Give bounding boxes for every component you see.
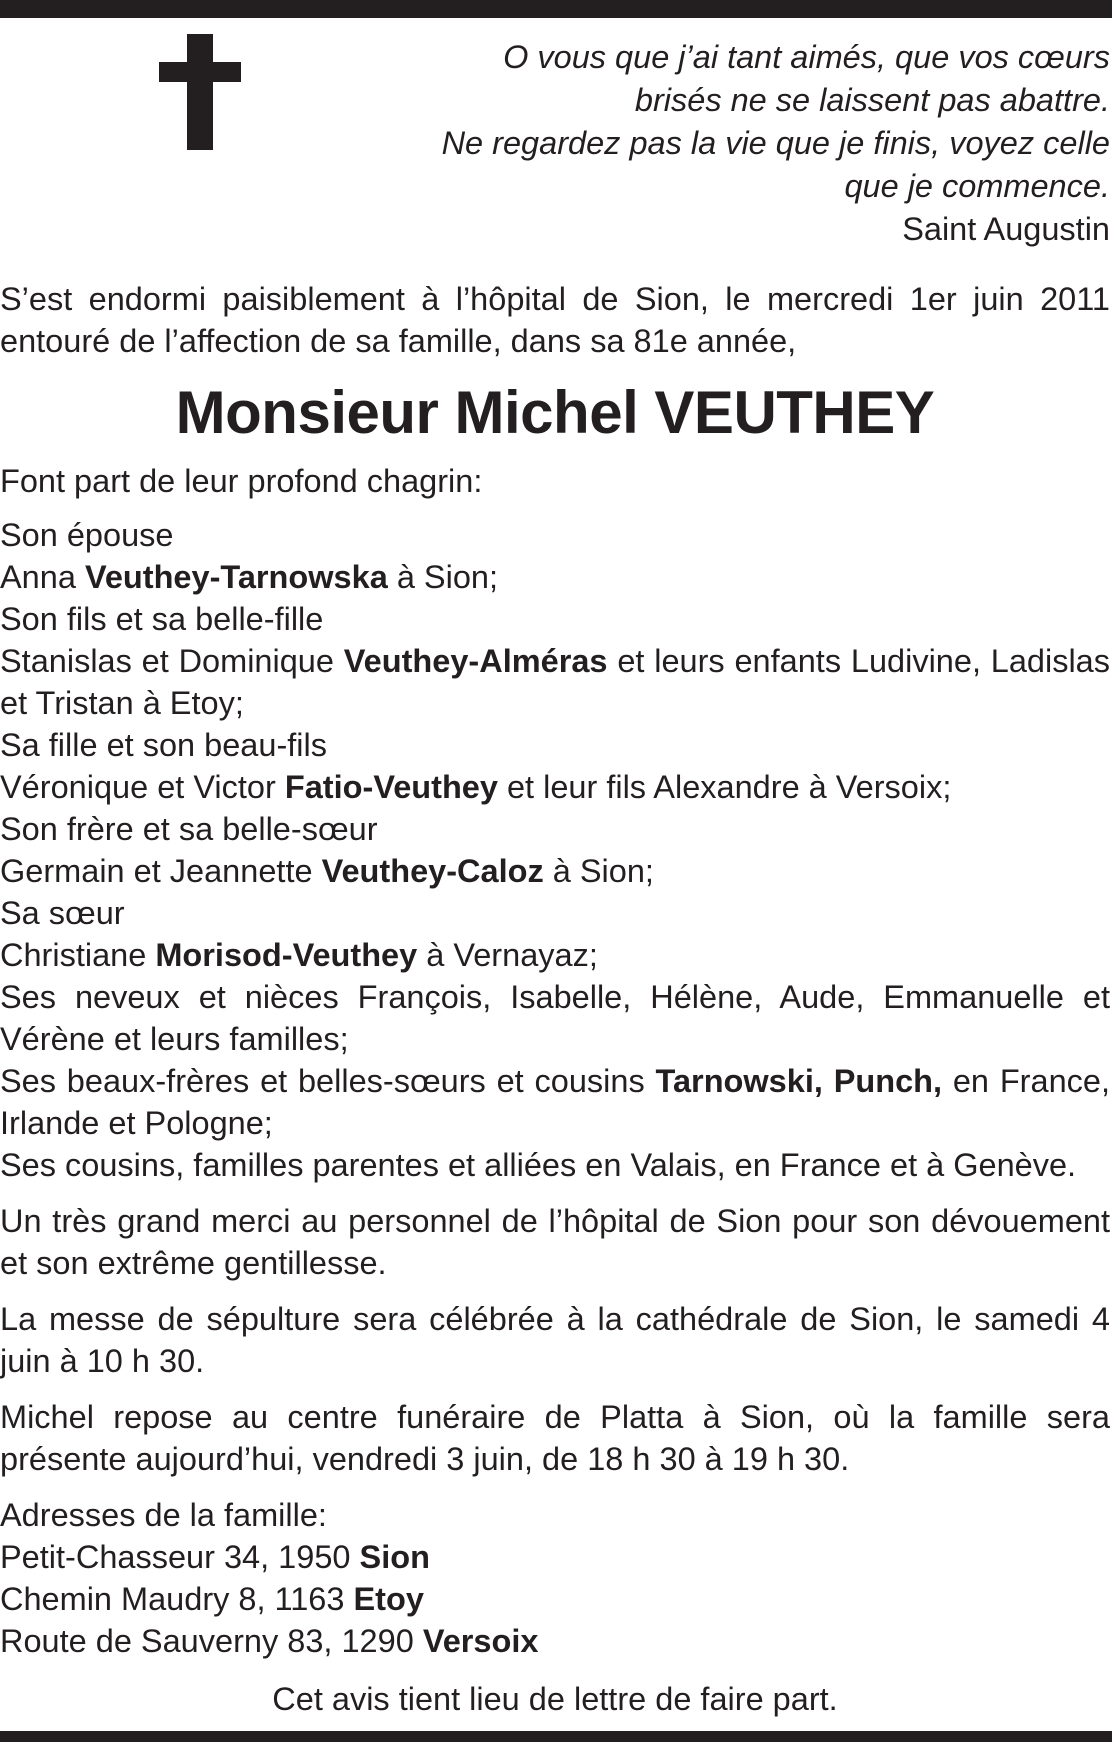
family-relation: Son frère et sa belle-sœur bbox=[0, 811, 378, 847]
notice-body bbox=[0, 278, 1110, 1720]
visitation-paragraph: Michel repose au centre funéraire de Platta à Sion, où la famille sera présente aujourd’hui, vendredi 3 juin, de 18 h 30 à 19 h 30. bbox=[0, 1399, 1110, 1477]
family-member: Véronique et Victor Fatio-Veuthey et leur fils Alexandre à Versoix; bbox=[0, 769, 952, 805]
thanks-paragraph: Un très grand merci au personnel de l’hôpital de Sion pour son dévouement et son extrême gentillesse. bbox=[0, 1203, 1110, 1281]
family-relation: Son fils et sa belle-fille bbox=[0, 601, 324, 637]
cross-icon bbox=[159, 34, 241, 150]
family-surname: Morisod-Veuthey bbox=[155, 937, 418, 973]
quote-line: O vous que j’ai tant aimés, que vos cœurs bbox=[503, 39, 1110, 75]
family-addresses bbox=[0, 1494, 1110, 1662]
family-member: Germain et Jeannette Veuthey-Caloz à Sion; bbox=[0, 853, 654, 889]
family-surname: Veuthey-Tarnowska bbox=[84, 559, 388, 595]
intro-paragraph: S’est endormi paisiblement à l’hôpital de Sion, le mercredi 1er juin 2011 entouré de l’affection de sa famille, dans sa 81e année, bbox=[0, 281, 1110, 359]
footer-note: Cet avis tient lieu de lettre de faire part. bbox=[272, 1681, 838, 1717]
family-nephews: Ses neveux et nièces François, Isabelle, Hélène, Aude, Emmanuelle et Vérène et leurs familles; bbox=[0, 979, 1110, 1057]
address-city: Versoix bbox=[422, 1623, 539, 1659]
family-surname: Veuthey-Alméras bbox=[343, 643, 608, 679]
address-line: Chemin Maudry 8, 1163 Etoy bbox=[0, 1581, 424, 1617]
quote-line: que je commence. bbox=[844, 168, 1110, 204]
family-relation: Sa fille et son beau-fils bbox=[0, 727, 327, 763]
quote-author: Saint Augustin bbox=[902, 211, 1110, 247]
family-member: Anna Veuthey-Tarnowska à Sion; bbox=[0, 559, 498, 595]
addresses-title: Adresses de la famille: bbox=[0, 1497, 327, 1533]
family-list bbox=[0, 514, 1110, 1186]
announce-line: Font part de leur profond chagrin: bbox=[0, 463, 483, 499]
bottom-rule bbox=[0, 1731, 1112, 1742]
family-surname: Fatio-Veuthey bbox=[284, 769, 498, 805]
family-inlaws: Ses beaux-frères et belles-sœurs et cousins Tarnowski, Punch, en France, Irlande et Pologne; bbox=[0, 1063, 1110, 1141]
family-member: Christiane Morisod-Veuthey à Vernayaz; bbox=[0, 937, 598, 973]
family-cousins: Ses cousins, familles parentes et alliées en Valais, en France et à Genève. bbox=[0, 1147, 1077, 1183]
family-surname: Tarnowski, Punch, bbox=[655, 1063, 943, 1099]
quote-line: Ne regardez pas la vie que je finis, voyez celle bbox=[441, 125, 1110, 161]
address-city: Etoy bbox=[353, 1581, 424, 1617]
family-relation: Son épouse bbox=[0, 517, 174, 553]
family-surname: Veuthey-Caloz bbox=[321, 853, 544, 889]
address-line: Petit-Chasseur 34, 1950 Sion bbox=[0, 1539, 430, 1575]
quote-line: brisés ne se laissent pas abattre. bbox=[634, 82, 1110, 118]
mass-paragraph: La messe de sépulture sera célébrée à la cathédrale de Sion, le samedi 4 juin à 10 h 30. bbox=[0, 1301, 1110, 1379]
epigraph-quote bbox=[350, 36, 1110, 251]
deceased-name: Monsieur Michel VEUTHEY bbox=[175, 379, 935, 446]
address-city: Sion bbox=[359, 1539, 430, 1575]
family-member: Stanislas et Dominique Veuthey-Alméras et leurs enfants Ludivine, Ladislas et Tristan à Etoy; bbox=[0, 643, 1111, 721]
family-relation: Sa sœur bbox=[0, 895, 125, 931]
address-line: Route de Sauverny 83, 1290 Versoix bbox=[0, 1623, 539, 1659]
top-rule bbox=[0, 0, 1112, 18]
